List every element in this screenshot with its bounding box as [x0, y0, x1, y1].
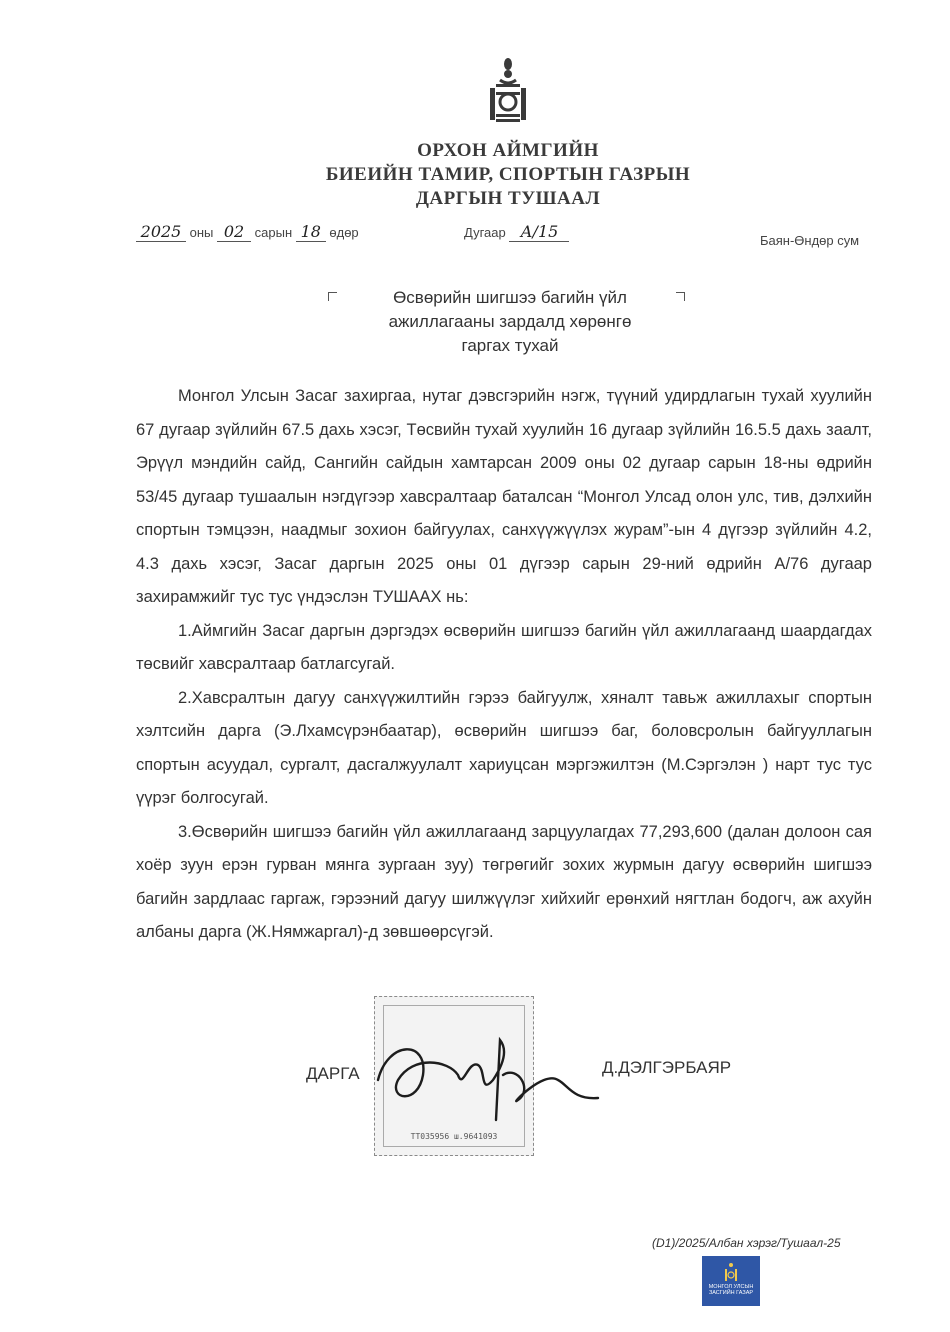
date-day: 18 — [296, 222, 326, 242]
date-month-label: сарын — [254, 225, 293, 240]
order-item-2: 2.Хавсралтын дагуу санхүүжилтийн гэрээ байгуулж, хяналт тавьж ажиллахыг спортын хэлтсийн дарга (Э.Лхамсүрэнбаатар), өсвөрийн шигшээ баг, боловсролын байгууллагын спортын асуудал, сургалт, дасгалжуулалт хариуцсан мэргэжилтэн (М.Сэргэлэн ) нарт тус тус үүрэг болгосугай. — [136, 688, 872, 807]
stamp-code: ТТ035956 ш.9641093 — [410, 1132, 498, 1141]
order-item-1: 1.Аймгийн Засаг даргын дэргэдэх өсвөрийн шигшээ багийн үйл ажиллагаанд шаардагдах төсвийг хавсралтаар батлагсугай. — [136, 621, 872, 673]
badge-line1: МОНГОЛ УЛСЫН — [708, 1284, 754, 1290]
date-year: 2025 — [136, 222, 186, 242]
document-reference: (D1)/2025/Албан хэрэг/Тушаал-25 — [652, 1236, 841, 1250]
org-heading-line2: БИЕИЙН ТАМИР, СПОРТЫН ГАЗРЫН — [325, 164, 691, 185]
date-day-label: өдөр — [329, 225, 359, 240]
place: Баян-Өндөр сум — [760, 233, 860, 248]
subject-block — [340, 286, 680, 358]
government-badge — [702, 1256, 760, 1306]
date-line — [136, 222, 359, 242]
subject-line3: гаргах тухай — [461, 336, 559, 355]
order-number-line — [464, 222, 569, 242]
date-month: 02 — [217, 222, 251, 242]
subject-line2: ажиллагааны зардалд хөрөнгө — [388, 312, 632, 331]
order-body — [136, 380, 872, 950]
soyombo-emblem-icon — [488, 58, 528, 126]
signatory-name: Д.ДЭЛГЭРБАЯР — [602, 1058, 732, 1077]
preamble-paragraph: Монгол Улсын Засаг захиргаа, нутаг дэвсгэрийн нэгж, түүний удирдлагын тухай хуулийн 67 дугаар зүйлийн 67.5 дахь хэсэг, Төсвийн тухай хуулийн 16 дугаар зүйлийн 16.5.5 дахь заалт, Эрүүл мэндийн сайд, Сангийн сайдын хамтарсан 2009 оны 02 дугаар сарын 18-ны өдрийн 53/45 дугаар тушаалын нэгдүгээр хавсралтаар баталсан “Монгол Улсад олон улс, тив, дэлхийн спортын тэмцээн, наадмыг зохион байгуулах, санхүүжүүлэх журам”-ын 4 дүгээр зүйлийн 4.2, 4.3 дахь хэсэг, Засаг даргын 2025 оны 01 дүгээр сарын 29-ний өдрийн А/76 дугаар захирамжийг тус тус үндэслэн ТУШААХ нь: — [136, 387, 872, 606]
order-title: ДАРГЫН ТУШААЛ — [415, 188, 601, 209]
order-number-label: Дугаар — [464, 225, 506, 240]
handwritten-signature — [368, 1020, 608, 1140]
order-item-3: 3.Өсвөрийн шигшээ багийн үйл ажиллагаанд зарцуулагдах 77,293,600 (далан долоон сая хоёр зуун ерэн гурван мянга зургаан зуу) төгрөгийг зохих журмын дагуу өсвөрийн шигшээ багийн зардлаас гаргаж, гэрээний дагуу шилжүүлэг хийхийг ерөнхий нягтлан бодогч, аж ахуйн албаны дарга (Ж.Нямжаргал)-д зөвшөөрсүгэй. — [136, 822, 872, 941]
badge-line2: ЗАСГИЙН ГАЗАР — [708, 1290, 754, 1296]
subject-corner-left — [328, 292, 337, 301]
order-number: А/15 — [509, 222, 569, 242]
soyombo-badge-icon — [724, 1262, 738, 1282]
signatory-title: ДАРГА — [306, 1064, 360, 1083]
org-heading-line1: ОРХОН АЙМГИЙН — [417, 140, 599, 161]
date-year-label: оны — [189, 225, 214, 240]
subject-line1: Өсвөрийн шигшээ багийн үйл — [393, 288, 627, 307]
